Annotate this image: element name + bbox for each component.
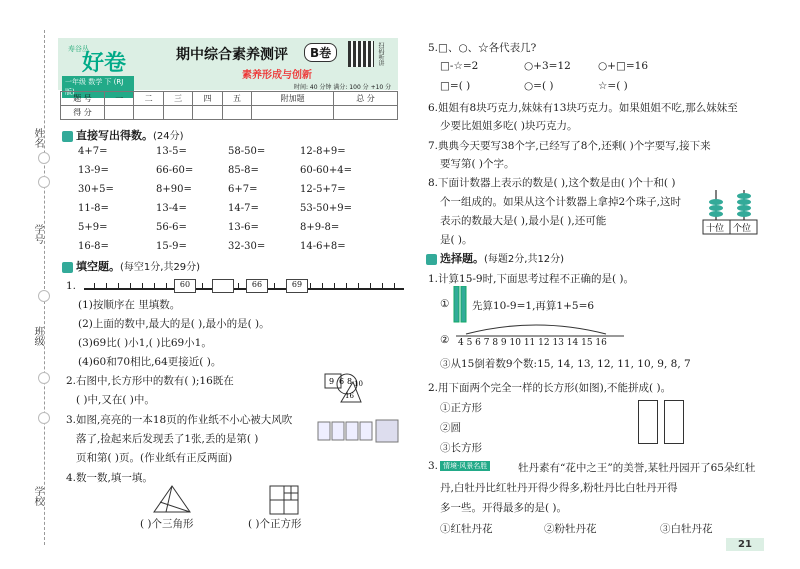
page-shape [318,422,330,440]
number-line-tick [370,283,371,289]
brand-big: 好卷 [82,51,127,76]
cut-line [44,30,45,545]
answer-blank[interactable]: ☆=( ) [598,80,628,92]
question-text: 8.下面计数器上表示的数是( ),这个数是由( )个十和( ) [428,177,676,189]
square-grid-figure [268,484,300,516]
number-line-tick [334,283,335,289]
abacus-label-ones: 个位 [733,224,752,234]
page-shape [346,422,358,440]
question-text: 1.计算15-9时,下面思考过程不正确的是( )。 [428,273,634,285]
number-line-tick [106,283,107,289]
arithmetic-problem[interactable]: 13-4= [156,203,187,214]
question-text: 5.□、○、☆各代表几? [428,42,537,54]
arithmetic-problem[interactable]: 8+9-8= [300,222,340,233]
score-cell[interactable] [134,106,163,120]
option-marker[interactable]: ① [440,298,450,310]
question-text: ( )个正方形 [248,518,302,530]
number-box: 60 [174,279,196,293]
number-line-tick [238,283,239,289]
arithmetic-problem[interactable]: 14-6+8= [300,241,346,252]
question-text: 2.右图中,长方形中的数有( );16既在 [66,375,234,387]
question-text: (2)上面的数中,最大的是( ),最小的是( )。 [78,318,270,330]
arithmetic-problem[interactable]: 16-8= [78,241,109,252]
page-shape [360,422,372,440]
triangle-outline [154,486,190,512]
table-cell: 四 [193,92,222,106]
time-info: 时间: 40 分钟 满分: 100 分 +10 分 [294,84,392,91]
section-heading [62,258,200,274]
question-text: 2.用下面两个完全一样的长方形(如图),不能拼成( )。 [428,382,672,394]
number-box: 66 [246,279,268,293]
option-text[interactable]: ③从15倒着数9个数:15, 14, 13, 12, 11, 10, 9, 8, 7 [440,358,691,370]
qr-label: 扫码听讲 [377,42,384,66]
number-line-tick [346,283,347,289]
number-line-tick [130,283,131,289]
option-text[interactable]: ①红牡丹花 [440,523,493,535]
section-heading [426,250,564,266]
shape-number: 8 [347,377,353,386]
arithmetic-problem[interactable]: 85-8= [228,165,259,176]
question-text: (3)69比( )小1,( )比69小1。 [78,337,212,349]
stick-bundle [461,286,466,322]
brand-small: 寿谷丛 [68,45,89,53]
table-cell: 一 [105,92,134,106]
arithmetic-problem[interactable]: 60-60+4= [300,165,352,176]
table-row [61,106,398,120]
arithmetic-problem[interactable]: 4+7= [78,146,108,157]
equation: ○+3=12 [524,60,571,72]
number-line-tick [118,283,119,289]
rectangle-figure [664,400,684,444]
binding-label-name: 姓名 [32,128,43,148]
number-line-tick [358,283,359,289]
version-badge: B卷 [304,43,337,62]
homework-pages-illustration [316,418,402,444]
number-line-tick [394,283,395,289]
section-marker-icon [62,131,73,142]
brand-grade: 一年级 数学 下 (RJ版) [62,76,134,98]
option-text[interactable]: ②粉牡丹花 [544,523,597,535]
abacus-bead [709,211,723,217]
table-cell: 三 [163,92,192,106]
question-text: 是( )。 [440,234,473,246]
arithmetic-problem[interactable]: 5+9= [78,222,108,233]
table-cell: 得 分 [61,106,105,120]
page-title: 期中综合素养测评 [176,47,288,63]
option-text[interactable]: ③长方形 [440,442,482,454]
arithmetic-problem[interactable]: 6+7= [228,184,258,195]
score-cell[interactable] [193,106,222,120]
answer-blank[interactable]: ○=( ) [524,80,554,92]
abacus-label-tens: 十位 [706,224,725,234]
table-cell: 附加题 [252,92,334,106]
number-line-tick [154,283,155,289]
question-text: ( )个三角形 [140,518,194,530]
number-line-tick [94,283,95,289]
binding-label-class: 班级 [32,326,43,346]
shape-diagram [323,372,363,404]
section-note: (每题2分,共12分) [484,254,565,265]
number-line-tick [166,283,167,289]
question-text: (1)按顺序在 里填数。 [78,299,181,311]
arithmetic-problem[interactable]: 30+5= [78,184,114,195]
option-text: 先算10-9=1,再算1+5=6 [472,300,595,312]
book-shape [376,420,398,442]
number-line-labels: 4 5 6 7 8 9 10 11 12 13 14 15 16 [458,338,607,348]
question-text: 7.典典今天要写38个字,已经写了8个,还剩( )个字要写,接下来 [428,140,711,152]
arithmetic-problem[interactable]: 14-7= [228,203,259,214]
arithmetic-problem[interactable]: 12-8+9= [300,146,346,157]
option-marker[interactable]: ② [440,334,450,346]
binding-strip [0,0,60,569]
score-cell[interactable] [105,106,134,120]
jump-arc [466,325,606,334]
table-cell: 总 分 [333,92,397,106]
arithmetic-problem[interactable]: 13-5= [156,146,187,157]
abacus-bead [709,205,723,211]
arithmetic-problem[interactable]: 53-50+9= [300,203,352,214]
abacus-bead [737,205,751,211]
binding-hole [38,176,50,188]
section-title: 选择题。 [440,252,484,265]
arithmetic-problem[interactable]: 13-9= [78,165,109,176]
context-tag: 情境·风景名胜 [440,461,490,471]
abacus-counter [702,188,758,236]
number-line-tick [274,283,275,289]
counting-sticks-icon [452,286,468,324]
number-line [84,288,404,290]
section-title: 填空题。 [76,260,120,273]
arithmetic-problem[interactable]: 15-9= [156,241,187,252]
arithmetic-problem[interactable]: 32-30= [228,241,266,252]
option-text[interactable]: ③白牡丹花 [660,523,713,535]
section-marker-icon [426,254,437,265]
question-number: 3. [428,460,439,472]
arithmetic-problem[interactable]: 13-6= [228,222,259,233]
number-box-blank[interactable] [212,279,234,293]
abacus-bead [737,199,751,205]
binding-label-id: 学号 [32,224,43,244]
number-line-tick [310,283,311,289]
shape-number: 9 [329,377,335,386]
question-text: 表示的数最大是( ),最小是( ),还可能 [440,215,607,227]
question-text: 6.姐姐有8块巧克力,妹妹有13块巧克力。如果姐姐不吃,那么妹妹至 [428,102,738,114]
choice-number-line [456,322,626,338]
arithmetic-problem[interactable]: 58-50= [228,146,266,157]
exam-header [58,38,398,96]
arithmetic-problem[interactable]: 8+90= [156,184,192,195]
question-text: 要写第( )个字。 [440,158,515,170]
qr-code-icon[interactable] [348,41,374,67]
table-cell: 二 [134,92,163,106]
number-box: 69 [286,279,308,293]
page-subtitle: 素养形成与创新 [242,70,312,81]
question-text: 3.如图,亮亮的一本18页的作业纸不小心被大风吹 [66,414,293,426]
abacus-bead [737,211,751,217]
question-text: (4)60和70相比,64更接近( )。 [78,356,222,368]
question-text: 页和第( )页。(作业纸有正反两面) [76,452,233,464]
number-line-tick [322,283,323,289]
page-shape [332,422,344,440]
brand-logo [62,42,134,96]
table-cell: 题 号 [61,92,105,106]
triangle-figure [152,484,192,514]
equation: □-☆=2 [440,60,479,72]
score-cell[interactable] [333,106,397,120]
score-table [60,91,398,120]
binding-hole [38,152,50,164]
question-text: 4.数一数,填一填。 [66,472,153,484]
number-line-tick [202,283,203,289]
figure-line [160,502,190,512]
score-cell[interactable] [163,106,192,120]
arithmetic-problem[interactable]: 56-6= [156,222,187,233]
binding-hole [38,412,50,424]
question-text: 丹,白牡丹比红牡丹开得少得多,粉牡丹比白牡丹开得 [440,482,678,494]
question-text: ( )中,又在( )中。 [76,394,155,406]
binding-hole [38,290,50,302]
table-row [61,92,398,106]
score-cell[interactable] [252,106,334,120]
abacus-bead [709,199,723,205]
section-note: (每空1分,共29分) [120,262,201,273]
table-cell: 五 [222,92,251,106]
abacus-bead [737,193,751,199]
arithmetic-problem[interactable]: 11-8= [78,203,109,214]
shape-number: 16 [345,392,354,400]
rectangle-figure [638,400,658,444]
section-marker-icon [62,262,73,273]
binding-hole [38,372,50,384]
shape-number: 10 [354,380,363,388]
question-text: 牡丹素有“花中之王”的美誉,某牡丹园开了65朵红牡 [518,462,756,474]
question-text: 落了,捡起来后发现丢了1张,丢的是第( ) [76,433,259,445]
section-heading [62,127,184,143]
arithmetic-problem[interactable]: 12-5+7= [300,184,346,195]
shape-number: 6 [339,377,345,386]
stick-bundle [454,286,459,322]
binding-label-school: 学校 [32,486,43,506]
equation: ○+□=16 [598,60,649,72]
score-cell[interactable] [222,106,251,120]
page-number: 21 [726,538,764,551]
question-number: 1. [66,280,77,292]
question-text: 少要比姐姐多吃( )块巧克力。 [440,120,578,132]
arithmetic-problem[interactable]: 66-60= [156,165,194,176]
option-text[interactable]: ①正方形 [440,402,482,414]
number-line-tick [142,283,143,289]
section-note: (24分) [153,131,184,142]
answer-blank[interactable]: □=( ) [440,80,471,92]
number-line-tick [382,283,383,289]
question-text: 个一组成的。如果从这个计数器上拿掉2个珠子,这时 [440,196,682,208]
section-title: 直接写出得数。 [76,129,153,142]
question-text: 多一些。开得最多的是( )。 [440,502,568,514]
option-text[interactable]: ②圆 [440,422,461,434]
